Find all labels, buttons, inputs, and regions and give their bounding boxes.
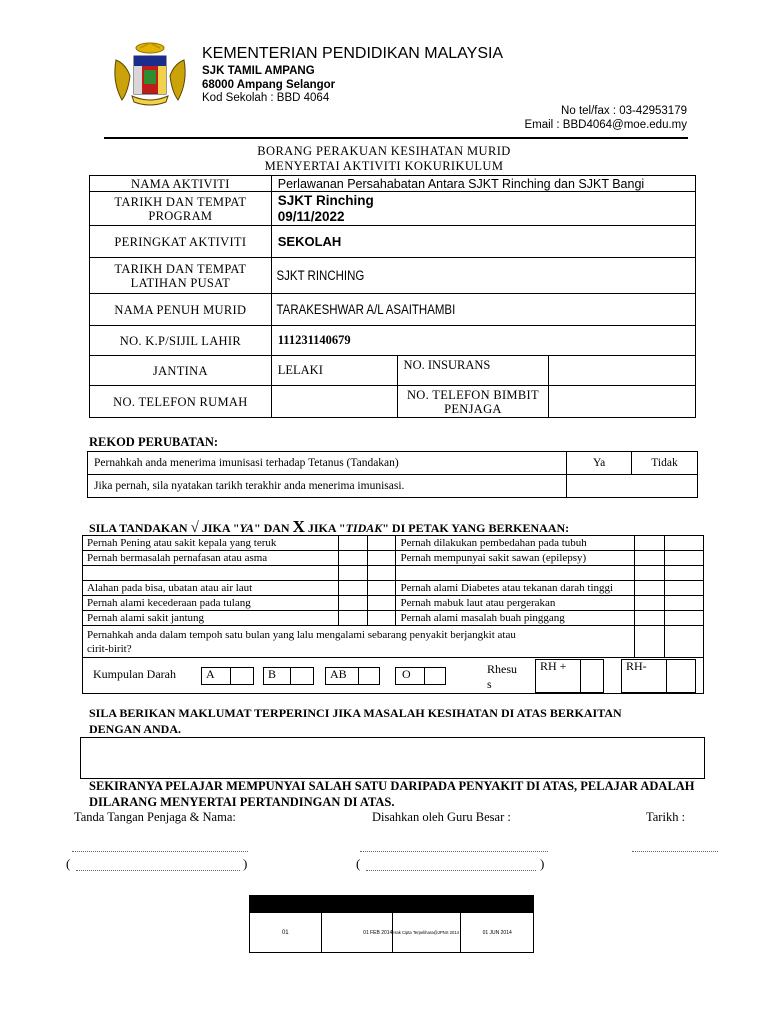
- rhesus-label-line-1: Rhesu: [487, 662, 517, 676]
- rh-minus-label: RH-: [621, 659, 667, 693]
- infectious-checkbox[interactable]: [665, 626, 704, 658]
- condition-right: Pernah alami masalah buah pinggang: [396, 611, 635, 626]
- infectious-checkbox[interactable]: [635, 626, 665, 658]
- tick-instruction: [89, 517, 569, 537]
- level-label: PERINGKAT AKTIVITI: [90, 226, 272, 258]
- headmaster-name-open-paren: (: [356, 856, 361, 871]
- school-address: 68000 Ampang Selangor: [202, 79, 336, 91]
- footer-date-1: 01 FEB 2014: [321, 913, 393, 953]
- rh-plus-option[interactable]: [535, 659, 604, 693]
- blood-option-ab-box[interactable]: [359, 667, 380, 685]
- instruction-no: TIDAK: [345, 521, 383, 535]
- condition-checkbox[interactable]: [635, 536, 665, 551]
- warning-line-2: DILARANG MENYERTAI PERTANDINGAN DI ATAS.: [89, 795, 395, 809]
- condition-checkbox[interactable]: [338, 536, 367, 551]
- rh-minus-box[interactable]: [667, 659, 696, 693]
- form-title-line-2: MENYERTAI AKTIVITI KOKURIKULUM: [264, 159, 504, 173]
- details-textbox[interactable]: [80, 737, 705, 779]
- condition-checkbox[interactable]: [338, 596, 367, 611]
- rh-plus-box[interactable]: [581, 659, 604, 693]
- condition-checkbox[interactable]: [338, 551, 367, 566]
- footer-table: [249, 912, 534, 953]
- condition-right: [396, 566, 635, 581]
- level-value[interactable]: SEKOLAH: [271, 226, 695, 258]
- condition-checkbox[interactable]: [367, 596, 396, 611]
- rh-plus-label: RH +: [535, 659, 581, 693]
- guardian-phone-label-line-1: NO. TELEFON BIMBIT: [406, 387, 539, 402]
- activity-value[interactable]: Perlawanan Persahabatan Antara SJKT Rinching dan SJKT Bangi: [271, 176, 695, 192]
- ic-label: NO. K.P/SIJIL LAHIR: [90, 326, 272, 356]
- program-label: [90, 192, 272, 226]
- condition-checkbox[interactable]: [665, 611, 704, 626]
- guardian-phone-label: [397, 386, 549, 418]
- guardian-name-close-paren: ): [243, 856, 248, 871]
- blood-option-a-label: A: [201, 667, 231, 685]
- footer-number: 01: [250, 913, 322, 953]
- rh-minus-option[interactable]: [621, 659, 696, 693]
- medical-heading: REKOD PERUBATAN:: [89, 435, 219, 449]
- crest-logo: [108, 42, 192, 110]
- training-value[interactable]: SJKT RINCHING: [271, 258, 632, 294]
- footer-copyright: Hak Cipta Terpelihara@JPNS 2014: [393, 913, 461, 953]
- date-line[interactable]: [632, 851, 718, 852]
- home-phone-label: NO. TELEFON RUMAH: [90, 386, 272, 418]
- program-label-line-1: TARIKH DAN TEMPAT: [114, 194, 247, 209]
- tetanus-yes[interactable]: Ya: [567, 452, 632, 475]
- header-divider: [104, 137, 688, 139]
- condition-checkbox[interactable]: [367, 566, 396, 581]
- insurance-value[interactable]: [549, 356, 696, 386]
- ministry-name: KEMENTERIAN PENDIDIKAN MALAYSIA: [202, 45, 504, 62]
- condition-checkbox[interactable]: [665, 536, 704, 551]
- insurance-label: NO. INSURANS: [397, 356, 549, 386]
- warning-text: [89, 778, 695, 810]
- condition-checkbox[interactable]: [635, 611, 665, 626]
- instruction-part-4: JIKA ": [304, 521, 346, 535]
- condition-checkbox[interactable]: [635, 551, 665, 566]
- conditions-table: [82, 535, 704, 694]
- condition-checkbox[interactable]: [338, 611, 367, 626]
- condition-right: Pernah dilakukan pembedahan pada tubuh: [396, 536, 635, 551]
- blood-option-a-box[interactable]: [231, 667, 254, 685]
- immunisation-date-question: Jika pernah, sila nyatakan tarikh terakhir anda menerima imunisasi.: [88, 475, 567, 498]
- blood-option-b-label: B: [263, 667, 291, 685]
- blood-option-b-box[interactable]: [291, 667, 314, 685]
- condition-left: Alahan pada bisa, ubatan atau air laut: [83, 581, 339, 596]
- condition-left: Pernah bermasalah pernafasan atau asma: [83, 551, 339, 566]
- activity-label: NAMA AKTIVITI: [90, 176, 272, 192]
- details-heading: [89, 705, 622, 737]
- condition-left: Pernah Pening atau sakit kepala yang teruk: [83, 536, 339, 551]
- program-date: 09/11/2022: [277, 208, 345, 224]
- home-phone-value[interactable]: [271, 386, 397, 418]
- program-place: SJKT Rinching: [277, 192, 374, 208]
- condition-checkbox[interactable]: [635, 566, 665, 581]
- details-heading-line-1: SILA BERIKAN MAKLUMAT TERPERINCI JIKA MASALAH KESIHATAN DI ATAS BERKAITAN: [89, 706, 622, 720]
- program-label-line-2: PROGRAM: [148, 208, 213, 223]
- blood-group-label: Kumpulan Darah: [93, 667, 176, 681]
- condition-left: [83, 566, 339, 581]
- program-value[interactable]: [271, 192, 695, 226]
- training-label-line-2: LATIHAN PUSAT: [130, 275, 231, 290]
- cross-icon: X: [292, 517, 305, 536]
- training-label: [90, 258, 272, 294]
- condition-checkbox[interactable]: [665, 566, 704, 581]
- instruction-part-1: SILA TANDAKAN: [89, 521, 191, 535]
- condition-checkbox[interactable]: [338, 581, 367, 596]
- condition-right: Pernah mempunyai sakit sawan (epilepsy): [396, 551, 635, 566]
- headmaster-signature-line[interactable]: [360, 851, 548, 852]
- infectious-question: [83, 626, 635, 658]
- tetanus-question: Pernahkah anda menerima imunisasi terhadap Tetanus (Tandakan): [88, 452, 567, 475]
- school-email: Email : BBD4064@moe.edu.my: [524, 119, 687, 131]
- rhesus-label-line-2: s: [487, 677, 492, 691]
- condition-right: Pernah mabuk laut atau pergerakan: [396, 596, 635, 611]
- headmaster-name-close-paren: ): [540, 856, 545, 871]
- student-name-value[interactable]: TARAKESHWAR A/L ASAITHAMBI: [271, 294, 632, 326]
- warning-line-1: SEKIRANYA PELAJAR MEMPUNYAI SALAH SATU DARIPADA PENYAKIT DI ATAS, PELAJAR ADALAH: [89, 779, 695, 793]
- instruction-part-3: " DAN: [253, 521, 293, 535]
- footer-bar: [249, 895, 534, 912]
- tetanus-no[interactable]: Tidak: [632, 452, 698, 475]
- condition-left: Pernah alami sakit jantung: [83, 611, 339, 626]
- condition-checkbox[interactable]: [635, 581, 665, 596]
- condition-checkbox[interactable]: [367, 536, 396, 551]
- instruction-part-5: " DI PETAK YANG BERKENAAN:: [382, 521, 570, 535]
- blood-option-b[interactable]: [263, 667, 314, 685]
- guardian-signature-label: Tanda Tangan Penjaga & Nama:: [74, 810, 236, 824]
- gender-label: JANTINA: [90, 356, 272, 386]
- medical-table: [87, 451, 698, 498]
- details-heading-line-2: DENGAN ANDA.: [89, 722, 182, 736]
- student-info-table: [89, 175, 696, 418]
- blood-option-o-label: O: [395, 667, 425, 685]
- headmaster-signature-label: Disahkan oleh Guru Besar :: [372, 810, 511, 824]
- school-code: Kod Sekolah : BBD 4064: [202, 92, 330, 104]
- instruction-yes: YA: [239, 521, 254, 535]
- student-name-label: NAMA PENUH MURID: [90, 294, 272, 326]
- blood-option-o[interactable]: [395, 667, 446, 685]
- school-phone: No tel/fax : 03-42953179: [561, 105, 687, 117]
- blood-option-a[interactable]: [201, 667, 254, 685]
- headmaster-name-line[interactable]: [366, 870, 536, 871]
- guardian-phone-value[interactable]: [549, 386, 696, 418]
- condition-checkbox[interactable]: [367, 551, 396, 566]
- date-label: Tarikh :: [646, 810, 686, 824]
- guardian-name-open-paren: (: [66, 856, 71, 871]
- infectious-question-line-1: Pernahkah anda dalam tempoh satu bulan yang lalu mengalami sebarang penyakit berjangkit atau: [87, 628, 516, 641]
- condition-checkbox[interactable]: [635, 596, 665, 611]
- blood-group-row: [83, 658, 704, 694]
- condition-checkbox[interactable]: [338, 566, 367, 581]
- condition-checkbox[interactable]: [367, 611, 396, 626]
- condition-left: Pernah alami kecederaan pada tulang: [83, 596, 339, 611]
- blood-option-ab[interactable]: [325, 667, 380, 685]
- rhesus-label: [487, 662, 517, 692]
- condition-checkbox[interactable]: [665, 551, 704, 566]
- training-label-line-1: TARIKH DAN TEMPAT: [114, 261, 247, 276]
- guardian-phone-label-line-2: PENJAGA: [444, 401, 502, 416]
- condition-checkbox[interactable]: [665, 581, 704, 596]
- guardian-signature-line[interactable]: [72, 851, 248, 852]
- ic-value[interactable]: 111231140679: [271, 326, 695, 356]
- instruction-part-2: JIKA ": [198, 521, 240, 535]
- gender-value[interactable]: LELAKI: [271, 356, 397, 386]
- school-name: SJK TAMIL AMPANG: [202, 65, 315, 77]
- footer-date-2: 01 JUN 2014: [461, 913, 534, 953]
- immunisation-date-value[interactable]: [567, 475, 698, 498]
- checkmark-icon: √: [190, 520, 199, 536]
- form-title-line-1: BORANG PERAKUAN KESIHATAN MURID: [257, 144, 511, 158]
- guardian-name-line[interactable]: [76, 870, 240, 871]
- blood-option-o-box[interactable]: [425, 667, 446, 685]
- infectious-question-line-2: cirit-birit?: [87, 642, 132, 655]
- condition-right: Pernah alami Diabetes atau tekanan darah tinggi: [396, 581, 635, 596]
- blood-option-ab-label: AB: [325, 667, 359, 685]
- condition-checkbox[interactable]: [665, 596, 704, 611]
- condition-checkbox[interactable]: [367, 581, 396, 596]
